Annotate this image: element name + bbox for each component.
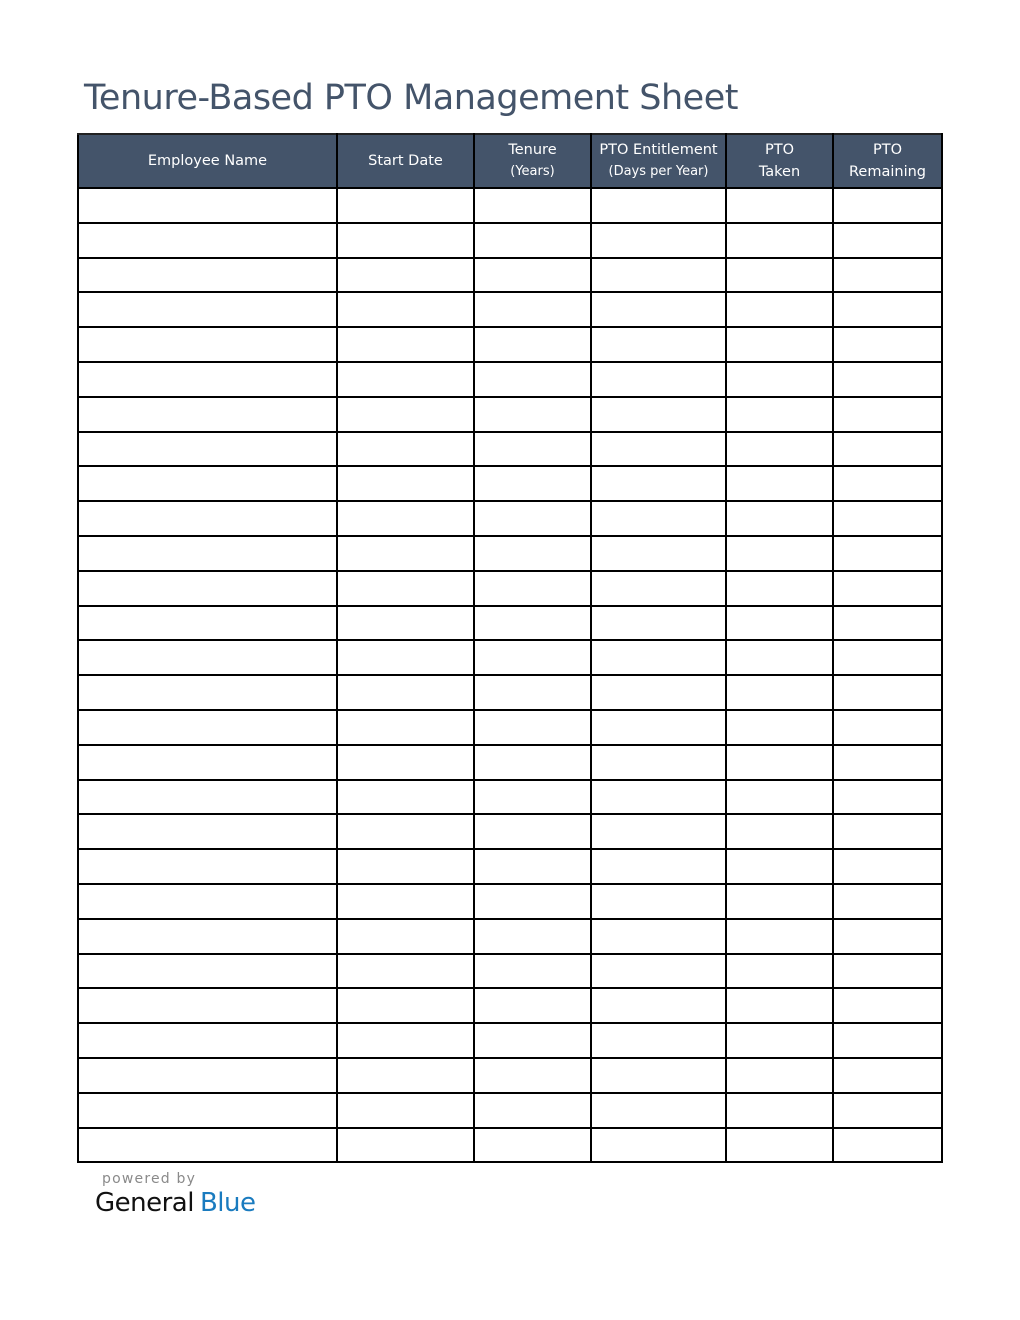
cell-pto-entitlement[interactable] (591, 292, 726, 327)
table-row (78, 710, 942, 745)
col-header-pto-taken: PTO Taken (726, 134, 833, 188)
cell-start-date[interactable] (337, 362, 474, 397)
cell-employee-name[interactable] (78, 327, 337, 362)
cell-start-date[interactable] (337, 919, 474, 954)
col-header-pto-remaining: PTO Remaining (833, 134, 942, 188)
cell-pto-remaining[interactable] (833, 397, 942, 432)
cell-start-date[interactable] (337, 1023, 474, 1058)
cell-pto-remaining[interactable] (833, 571, 942, 606)
cell-tenure[interactable] (474, 954, 591, 989)
cell-start-date[interactable] (337, 954, 474, 989)
cell-start-date[interactable] (337, 1128, 474, 1163)
cell-tenure[interactable] (474, 675, 591, 710)
cell-tenure[interactable] (474, 1058, 591, 1093)
cell-start-date[interactable] (337, 536, 474, 571)
cell-tenure[interactable] (474, 988, 591, 1023)
cell-pto-entitlement[interactable] (591, 675, 726, 710)
cell-start-date[interactable] (337, 1093, 474, 1128)
table-row (78, 849, 942, 884)
cell-tenure[interactable] (474, 432, 591, 467)
table-row (78, 432, 942, 467)
table-row (78, 954, 942, 989)
cell-start-date[interactable] (337, 884, 474, 919)
table-row (78, 362, 942, 397)
cell-tenure[interactable] (474, 397, 591, 432)
cell-pto-taken[interactable] (726, 814, 833, 849)
cell-pto-taken[interactable] (726, 327, 833, 362)
table-row (78, 675, 942, 710)
page-title: Tenure-Based PTO Management Sheet (84, 78, 738, 118)
cell-employee-name[interactable] (78, 849, 337, 884)
cell-pto-entitlement[interactable] (591, 432, 726, 467)
cell-pto-remaining[interactable] (833, 1058, 942, 1093)
cell-pto-entitlement[interactable] (591, 1023, 726, 1058)
cell-start-date[interactable] (337, 780, 474, 815)
cell-tenure[interactable] (474, 1023, 591, 1058)
cell-tenure[interactable] (474, 466, 591, 501)
table-row (78, 223, 942, 258)
cell-pto-taken[interactable] (726, 780, 833, 815)
cell-pto-taken[interactable] (726, 292, 833, 327)
cell-pto-entitlement[interactable] (591, 1058, 726, 1093)
table-row (78, 571, 942, 606)
cell-start-date[interactable] (337, 1058, 474, 1093)
cell-pto-taken[interactable] (726, 640, 833, 675)
cell-start-date[interactable] (337, 571, 474, 606)
col-header-employee-name: Employee Name (78, 134, 337, 188)
cell-pto-taken[interactable] (726, 223, 833, 258)
cell-employee-name[interactable] (78, 1023, 337, 1058)
table-row (78, 606, 942, 641)
cell-employee-name[interactable] (78, 814, 337, 849)
cell-pto-taken[interactable] (726, 188, 833, 223)
cell-employee-name[interactable] (78, 258, 337, 293)
cell-pto-entitlement[interactable] (591, 223, 726, 258)
cell-pto-entitlement[interactable] (591, 571, 726, 606)
cell-pto-entitlement[interactable] (591, 606, 726, 641)
cell-pto-remaining[interactable] (833, 1128, 942, 1163)
cell-pto-remaining[interactable] (833, 432, 942, 467)
cell-start-date[interactable] (337, 814, 474, 849)
cell-employee-name[interactable] (78, 1128, 337, 1163)
cell-employee-name[interactable] (78, 501, 337, 536)
cell-employee-name[interactable] (78, 1093, 337, 1128)
cell-pto-entitlement[interactable] (591, 954, 726, 989)
cell-employee-name[interactable] (78, 571, 337, 606)
cell-employee-name[interactable] (78, 397, 337, 432)
table-row (78, 188, 942, 223)
cell-tenure[interactable] (474, 327, 591, 362)
cell-pto-entitlement[interactable] (591, 640, 726, 675)
col-header-pto-entitlement: PTO Entitlement (Days per Year) (591, 134, 726, 188)
cell-pto-remaining[interactable] (833, 988, 942, 1023)
cell-pto-taken[interactable] (726, 536, 833, 571)
cell-employee-name[interactable] (78, 884, 337, 919)
cell-pto-remaining[interactable] (833, 606, 942, 641)
cell-pto-entitlement[interactable] (591, 327, 726, 362)
cell-pto-entitlement[interactable] (591, 919, 726, 954)
cell-pto-taken[interactable] (726, 884, 833, 919)
table-row (78, 501, 942, 536)
table-row (78, 397, 942, 432)
cell-pto-taken[interactable] (726, 466, 833, 501)
cell-employee-name[interactable] (78, 362, 337, 397)
cell-employee-name[interactable] (78, 188, 337, 223)
cell-employee-name[interactable] (78, 606, 337, 641)
cell-start-date[interactable] (337, 188, 474, 223)
cell-pto-remaining[interactable] (833, 849, 942, 884)
cell-pto-taken[interactable] (726, 1093, 833, 1128)
powered-by-label: powered by (102, 1171, 197, 1187)
cell-tenure[interactable] (474, 745, 591, 780)
cell-tenure[interactable] (474, 710, 591, 745)
cell-start-date[interactable] (337, 258, 474, 293)
cell-employee-name[interactable] (78, 710, 337, 745)
generalblue-logo (95, 1188, 256, 1218)
table-row (78, 466, 942, 501)
cell-pto-remaining[interactable] (833, 362, 942, 397)
cell-pto-entitlement[interactable] (591, 988, 726, 1023)
table-body (78, 188, 942, 1162)
cell-pto-remaining[interactable] (833, 710, 942, 745)
cell-start-date[interactable] (337, 466, 474, 501)
cell-employee-name[interactable] (78, 1058, 337, 1093)
cell-tenure[interactable] (474, 919, 591, 954)
cell-start-date[interactable] (337, 397, 474, 432)
cell-pto-remaining[interactable] (833, 919, 942, 954)
table-row (78, 745, 942, 780)
table-row (78, 536, 942, 571)
cell-pto-remaining[interactable] (833, 675, 942, 710)
logo-text-blue: Blue (199, 1188, 256, 1218)
table-row (78, 884, 942, 919)
cell-pto-remaining[interactable] (833, 292, 942, 327)
cell-pto-entitlement[interactable] (591, 780, 726, 815)
cell-pto-taken[interactable] (726, 710, 833, 745)
cell-pto-remaining[interactable] (833, 327, 942, 362)
cell-pto-taken[interactable] (726, 606, 833, 641)
cell-pto-entitlement[interactable] (591, 501, 726, 536)
table-row (78, 1058, 942, 1093)
cell-pto-remaining[interactable] (833, 223, 942, 258)
cell-employee-name[interactable] (78, 466, 337, 501)
cell-tenure[interactable] (474, 501, 591, 536)
cell-start-date[interactable] (337, 501, 474, 536)
table-row (78, 292, 942, 327)
cell-pto-taken[interactable] (726, 432, 833, 467)
cell-pto-entitlement[interactable] (591, 397, 726, 432)
cell-employee-name[interactable] (78, 536, 337, 571)
cell-employee-name[interactable] (78, 292, 337, 327)
cell-pto-remaining[interactable] (833, 188, 942, 223)
cell-start-date[interactable] (337, 292, 474, 327)
cell-start-date[interactable] (337, 223, 474, 258)
col-header-tenure: Tenure (Years) (474, 134, 591, 188)
cell-pto-remaining[interactable] (833, 954, 942, 989)
cell-employee-name[interactable] (78, 954, 337, 989)
cell-pto-entitlement[interactable] (591, 814, 726, 849)
cell-pto-remaining[interactable] (833, 536, 942, 571)
table-row (78, 640, 942, 675)
table-row (78, 988, 942, 1023)
table-row (78, 919, 942, 954)
cell-pto-entitlement[interactable] (591, 1093, 726, 1128)
cell-pto-entitlement[interactable] (591, 710, 726, 745)
cell-pto-remaining[interactable] (833, 501, 942, 536)
cell-start-date[interactable] (337, 710, 474, 745)
col-header-start-date: Start Date (337, 134, 474, 188)
cell-start-date[interactable] (337, 745, 474, 780)
cell-pto-taken[interactable] (726, 362, 833, 397)
cell-employee-name[interactable] (78, 919, 337, 954)
cell-start-date[interactable] (337, 988, 474, 1023)
cell-pto-entitlement[interactable] (591, 884, 726, 919)
cell-pto-remaining[interactable] (833, 466, 942, 501)
cell-pto-remaining[interactable] (833, 1023, 942, 1058)
pto-table (77, 133, 943, 1163)
table-row (78, 327, 942, 362)
cell-pto-taken[interactable] (726, 1058, 833, 1093)
cell-pto-remaining[interactable] (833, 258, 942, 293)
table-row (78, 258, 942, 293)
cell-pto-entitlement[interactable] (591, 188, 726, 223)
cell-pto-remaining[interactable] (833, 640, 942, 675)
cell-tenure[interactable] (474, 780, 591, 815)
cell-pto-remaining[interactable] (833, 780, 942, 815)
cell-pto-taken[interactable] (726, 397, 833, 432)
cell-pto-taken[interactable] (726, 954, 833, 989)
cell-pto-taken[interactable] (726, 988, 833, 1023)
logo-text-general: General (95, 1188, 194, 1218)
cell-employee-name[interactable] (78, 640, 337, 675)
cell-employee-name[interactable] (78, 780, 337, 815)
cell-tenure[interactable] (474, 606, 591, 641)
table-row (78, 1023, 942, 1058)
cell-employee-name[interactable] (78, 988, 337, 1023)
cell-tenure[interactable] (474, 884, 591, 919)
cell-pto-taken[interactable] (726, 501, 833, 536)
cell-pto-entitlement[interactable] (591, 849, 726, 884)
table-row (78, 1093, 942, 1128)
table-header-row (78, 134, 942, 188)
cell-pto-taken[interactable] (726, 675, 833, 710)
cell-tenure[interactable] (474, 188, 591, 223)
cell-tenure[interactable] (474, 362, 591, 397)
cell-pto-taken[interactable] (726, 745, 833, 780)
table-row (78, 780, 942, 815)
cell-start-date[interactable] (337, 640, 474, 675)
cell-pto-entitlement[interactable] (591, 466, 726, 501)
cell-pto-entitlement[interactable] (591, 745, 726, 780)
cell-pto-taken[interactable] (726, 258, 833, 293)
table-row (78, 814, 942, 849)
cell-employee-name[interactable] (78, 432, 337, 467)
table-row (78, 1128, 942, 1163)
cell-pto-remaining[interactable] (833, 884, 942, 919)
cell-tenure[interactable] (474, 571, 591, 606)
cell-tenure[interactable] (474, 1128, 591, 1163)
cell-employee-name[interactable] (78, 223, 337, 258)
cell-pto-entitlement[interactable] (591, 536, 726, 571)
cell-pto-taken[interactable] (726, 571, 833, 606)
cell-tenure[interactable] (474, 1093, 591, 1128)
cell-employee-name[interactable] (78, 675, 337, 710)
cell-start-date[interactable] (337, 675, 474, 710)
cell-tenure[interactable] (474, 258, 591, 293)
cell-tenure[interactable] (474, 849, 591, 884)
cell-pto-remaining[interactable] (833, 745, 942, 780)
cell-tenure[interactable] (474, 814, 591, 849)
cell-start-date[interactable] (337, 606, 474, 641)
cell-pto-entitlement[interactable] (591, 1128, 726, 1163)
cell-pto-taken[interactable] (726, 1128, 833, 1163)
cell-pto-entitlement[interactable] (591, 362, 726, 397)
cell-employee-name[interactable] (78, 745, 337, 780)
cell-pto-taken[interactable] (726, 1023, 833, 1058)
cell-start-date[interactable] (337, 849, 474, 884)
cell-pto-remaining[interactable] (833, 814, 942, 849)
cell-start-date[interactable] (337, 327, 474, 362)
cell-tenure[interactable] (474, 640, 591, 675)
cell-tenure[interactable] (474, 292, 591, 327)
cell-pto-taken[interactable] (726, 919, 833, 954)
cell-tenure[interactable] (474, 536, 591, 571)
cell-pto-entitlement[interactable] (591, 258, 726, 293)
cell-start-date[interactable] (337, 432, 474, 467)
cell-tenure[interactable] (474, 223, 591, 258)
cell-pto-remaining[interactable] (833, 1093, 942, 1128)
cell-pto-taken[interactable] (726, 849, 833, 884)
